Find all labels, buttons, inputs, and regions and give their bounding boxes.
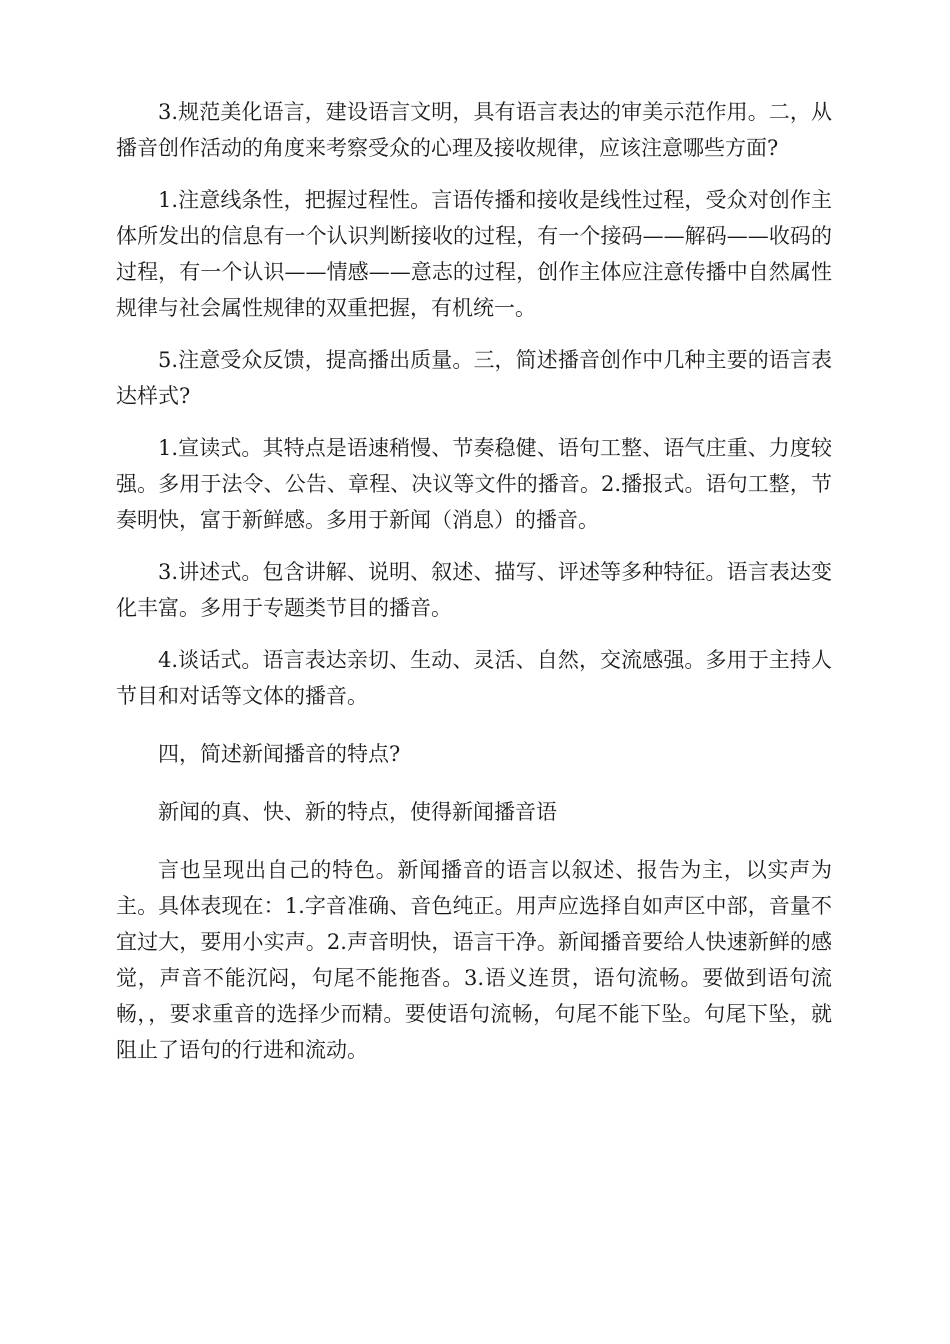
paragraph-1: 3.规范美化语言，建设语言文明，具有语言表达的审美示范作用。二，从播音创作活动的角度来考察受众的心理及接收规律，应该注意哪些方面?: [116, 100, 832, 160]
paragraph-7: 新闻的真、快、新的特点，使得新闻播音语: [158, 800, 557, 824]
paragraph-4: 1.宣读式。其特点是语速稍慢、节奏稳健、语句工整、语气庄重、力度较强。多用于法令、公告、章程、决议等文件的播音。2.播报式。语句工整，节奏明快，富于新鲜感。多用于新闻（消息）的播音。: [116, 436, 832, 532]
paragraph-2: 1.注意线条性，把握过程性。言语传播和接收是线性过程，受众对创作主体所发出的信息有一个认识判断接收的过程，有一个接码——解码——收码的过程，有一个认识——情感——意志的过程，创作主体应注意传播中自然属性规律与社会属性规律的双重把握，有机统一。: [116, 188, 832, 320]
paragraph-3: 5.注意受众反馈，提高播出质量。三，简述播音创作中几种主要的语言表达样式?: [116, 348, 832, 408]
section-heading-4: 四，简述新闻播音的特点?: [158, 742, 401, 766]
paragraph-5: 3.讲述式。包含讲解、说明、叙述、描写、评述等多种特征。语言表达变化丰富。多用于专题类节目的播音。: [116, 560, 832, 620]
document-page: [116, 94, 832, 1084]
paragraph-6: 4.谈话式。语言表达亲切、生动、灵活、自然，交流感强。多用于主持人节目和对话等文体的播音。: [116, 648, 832, 708]
paragraph-8: 言也呈现出自己的特色。新闻播音的语言以叙述、报告为主，以实声为主。具体表现在：1.字音准确、音色纯正。用声应选择自如声区中部，音量不宜过大，要用小实声。2.声音明快，语言干净。新闻播音要给人快速新鲜的感觉，声音不能沉闷，句尾不能拖沓。3.语义连贯，语句流畅。要做到语句流畅，，要求重音的选择少而精。要使语句流畅，句尾不能下坠。句尾下坠，就阻止了语句的行进和流动。: [116, 858, 832, 1062]
